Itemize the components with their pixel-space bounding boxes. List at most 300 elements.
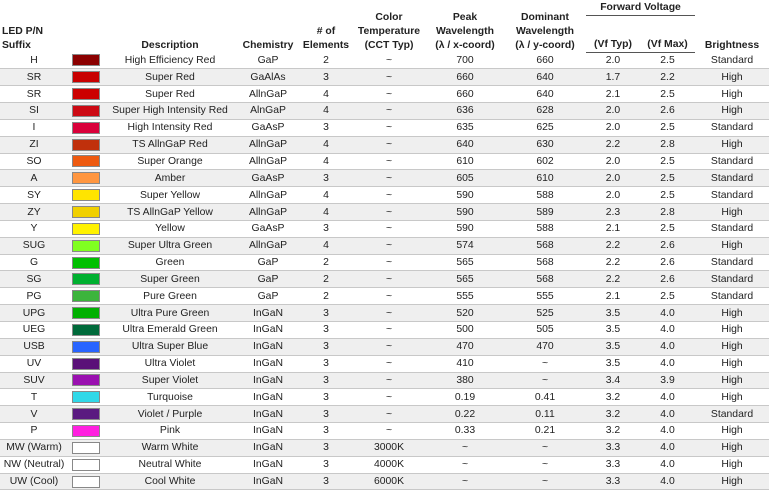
cell-vf-typ: 3.5: [586, 338, 640, 355]
cell-cct: ~: [352, 170, 426, 187]
color-swatch-cell: [68, 305, 104, 322]
table-row: [0, 423, 769, 440]
header-brightness: Brightness: [704, 39, 760, 51]
cell-vf-max: 2.6: [640, 254, 695, 271]
color-swatch: [72, 391, 100, 403]
table-row: [0, 103, 769, 120]
cell-chemistry: InGaN: [236, 322, 300, 339]
cell-dominant-wavelength: 640: [504, 86, 586, 103]
cell-brightness: Standard: [695, 119, 769, 136]
cell-peak-wavelength: 0.19: [426, 389, 504, 406]
cell-elements: 3: [300, 423, 352, 440]
cell-description: Amber: [104, 170, 236, 187]
cell-peak-wavelength: 636: [426, 103, 504, 120]
cell-dominant-wavelength: ~: [504, 473, 586, 490]
cell-brightness: High: [695, 355, 769, 372]
cell-elements: 4: [300, 187, 352, 204]
cell-suffix: SG: [0, 271, 68, 288]
color-swatch-cell: [68, 53, 104, 69]
cell-brightness: Standard: [695, 153, 769, 170]
cell-vf-max: 2.5: [640, 170, 695, 187]
color-swatch-cell: [68, 355, 104, 372]
cell-suffix: A: [0, 170, 68, 187]
color-swatch: [72, 408, 100, 420]
cell-vf-typ: 2.0: [586, 103, 640, 120]
cell-brightness: Standard: [695, 187, 769, 204]
cell-suffix: MW (Warm): [0, 439, 68, 456]
table-row: [0, 53, 769, 69]
cell-peak-wavelength: 520: [426, 305, 504, 322]
color-swatch: [72, 223, 100, 235]
cell-suffix: PG: [0, 288, 68, 305]
cell-dominant-wavelength: 568: [504, 254, 586, 271]
cell-suffix: ZY: [0, 204, 68, 221]
cell-peak-wavelength: 0.22: [426, 406, 504, 423]
cell-dominant-wavelength: 0.41: [504, 389, 586, 406]
cell-suffix: UW (Cool): [0, 473, 68, 490]
cell-dominant-wavelength: ~: [504, 439, 586, 456]
table-row: [0, 406, 769, 423]
color-swatch-cell: [68, 69, 104, 86]
cell-elements: 3: [300, 389, 352, 406]
header-dominant: Dominant Wavelength (λ / y-coord): [515, 11, 575, 51]
cell-chemistry: InGaN: [236, 338, 300, 355]
cell-brightness: High: [695, 136, 769, 153]
cell-vf-max: 3.9: [640, 372, 695, 389]
cell-vf-typ: 2.2: [586, 254, 640, 271]
cell-vf-max: 2.5: [640, 119, 695, 136]
cell-description: Neutral White: [104, 456, 236, 473]
cell-suffix: P: [0, 423, 68, 440]
cell-vf-typ: 2.3: [586, 204, 640, 221]
cell-chemistry: InGaN: [236, 439, 300, 456]
color-swatch-cell: [68, 136, 104, 153]
cell-description: High Intensity Red: [104, 119, 236, 136]
table-row: [0, 288, 769, 305]
cell-dominant-wavelength: ~: [504, 355, 586, 372]
color-swatch-cell: [68, 204, 104, 221]
cell-dominant-wavelength: 602: [504, 153, 586, 170]
table-row: [0, 338, 769, 355]
cell-vf-typ: 2.0: [586, 187, 640, 204]
cell-brightness: Standard: [695, 170, 769, 187]
cell-vf-typ: 1.7: [586, 69, 640, 86]
cell-peak-wavelength: 0.33: [426, 423, 504, 440]
cell-vf-typ: 2.1: [586, 288, 640, 305]
cell-description: Ultra Super Blue: [104, 338, 236, 355]
cell-suffix: G: [0, 254, 68, 271]
table-row: [0, 456, 769, 473]
color-swatch: [72, 155, 100, 167]
cell-dominant-wavelength: 628: [504, 103, 586, 120]
cell-chemistry: GaAsP: [236, 170, 300, 187]
color-swatch-cell: [68, 254, 104, 271]
cell-vf-max: 2.8: [640, 136, 695, 153]
cell-cct: ~: [352, 423, 426, 440]
color-swatch: [72, 476, 100, 488]
cell-dominant-wavelength: ~: [504, 372, 586, 389]
color-swatch-cell: [68, 119, 104, 136]
cell-vf-max: 2.5: [640, 86, 695, 103]
cell-brightness: High: [695, 237, 769, 254]
cell-elements: 3: [300, 170, 352, 187]
cell-peak-wavelength: 574: [426, 237, 504, 254]
table-row: [0, 153, 769, 170]
color-swatch: [72, 105, 100, 117]
cell-dominant-wavelength: 589: [504, 204, 586, 221]
cell-cct: ~: [352, 355, 426, 372]
cell-vf-max: 2.6: [640, 237, 695, 254]
cell-brightness: High: [695, 103, 769, 120]
cell-peak-wavelength: ~: [426, 473, 504, 490]
table-row: [0, 204, 769, 221]
cell-cct: ~: [352, 86, 426, 103]
header-vf-typ: (Vf Typ): [586, 16, 640, 53]
cell-cct: ~: [352, 204, 426, 221]
cell-cct: ~: [352, 237, 426, 254]
cell-dominant-wavelength: 505: [504, 322, 586, 339]
cell-chemistry: AllnGaP: [236, 237, 300, 254]
header-suffix: LED P/N Suffix: [2, 25, 43, 51]
cell-brightness: High: [695, 204, 769, 221]
cell-dominant-wavelength: 610: [504, 170, 586, 187]
table-row: [0, 322, 769, 339]
color-swatch-cell: [68, 271, 104, 288]
cell-elements: 3: [300, 220, 352, 237]
cell-vf-max: 2.5: [640, 187, 695, 204]
cell-chemistry: InGaN: [236, 406, 300, 423]
cell-suffix: T: [0, 389, 68, 406]
cell-vf-typ: 3.4: [586, 372, 640, 389]
color-swatch-cell: [68, 170, 104, 187]
cell-description: Turquoise: [104, 389, 236, 406]
cell-suffix: ZI: [0, 136, 68, 153]
cell-description: Violet / Purple: [104, 406, 236, 423]
cell-suffix: SY: [0, 187, 68, 204]
cell-brightness: High: [695, 86, 769, 103]
cell-suffix: UV: [0, 355, 68, 372]
cell-cct: ~: [352, 254, 426, 271]
color-swatch-cell: [68, 456, 104, 473]
cell-suffix: NW (Neutral): [0, 456, 68, 473]
color-swatch-cell: [68, 153, 104, 170]
color-swatch: [72, 324, 100, 336]
table-row: [0, 389, 769, 406]
header-peak: Peak Wavelength (λ / x-coord): [435, 11, 495, 51]
color-swatch: [72, 307, 100, 319]
cell-description: Super Green: [104, 271, 236, 288]
cell-vf-max: 4.0: [640, 473, 695, 490]
cell-elements: 2: [300, 271, 352, 288]
color-swatch-cell: [68, 372, 104, 389]
color-swatch-cell: [68, 288, 104, 305]
table-row: [0, 220, 769, 237]
cell-dominant-wavelength: 568: [504, 271, 586, 288]
cell-suffix: SO: [0, 153, 68, 170]
header-vf-max: (Vf Max): [640, 16, 695, 53]
cell-vf-typ: 3.2: [586, 423, 640, 440]
cell-vf-typ: 2.2: [586, 237, 640, 254]
cell-elements: 3: [300, 305, 352, 322]
cell-chemistry: AllnGaP: [236, 136, 300, 153]
cell-suffix: SR: [0, 86, 68, 103]
table-row: [0, 372, 769, 389]
cell-peak-wavelength: 640: [426, 136, 504, 153]
cell-peak-wavelength: 500: [426, 322, 504, 339]
cell-brightness: Standard: [695, 220, 769, 237]
cell-peak-wavelength: 555: [426, 288, 504, 305]
cell-dominant-wavelength: 625: [504, 119, 586, 136]
cell-peak-wavelength: 410: [426, 355, 504, 372]
cell-dominant-wavelength: 640: [504, 69, 586, 86]
cell-elements: 4: [300, 136, 352, 153]
cell-description: Super Orange: [104, 153, 236, 170]
color-swatch: [72, 172, 100, 184]
cell-elements: 4: [300, 103, 352, 120]
cell-vf-typ: 3.3: [586, 456, 640, 473]
cell-chemistry: InGaN: [236, 389, 300, 406]
cell-peak-wavelength: 700: [426, 53, 504, 69]
cell-suffix: UPG: [0, 305, 68, 322]
cell-elements: 3: [300, 406, 352, 423]
cell-dominant-wavelength: ~: [504, 456, 586, 473]
cell-elements: 3: [300, 473, 352, 490]
cell-peak-wavelength: 660: [426, 86, 504, 103]
cell-elements: 2: [300, 288, 352, 305]
header-forward-voltage: Forward Voltage: [586, 0, 695, 16]
cell-chemistry: GaP: [236, 53, 300, 69]
cell-cct: ~: [352, 103, 426, 120]
color-swatch: [72, 122, 100, 134]
cell-cct: 6000K: [352, 473, 426, 490]
table-row: [0, 86, 769, 103]
table-row: [0, 136, 769, 153]
cell-vf-typ: 3.3: [586, 439, 640, 456]
cell-vf-max: 4.0: [640, 423, 695, 440]
cell-description: Yellow: [104, 220, 236, 237]
color-swatch: [72, 139, 100, 151]
cell-chemistry: AllnGaP: [236, 86, 300, 103]
color-swatch: [72, 206, 100, 218]
color-swatch-cell: [68, 103, 104, 120]
cell-peak-wavelength: 565: [426, 271, 504, 288]
cell-chemistry: AlnGaP: [236, 103, 300, 120]
header-color: [68, 0, 104, 53]
cell-vf-typ: 2.0: [586, 170, 640, 187]
cell-elements: 3: [300, 372, 352, 389]
color-swatch-cell: [68, 473, 104, 490]
cell-cct: ~: [352, 338, 426, 355]
cell-suffix: I: [0, 119, 68, 136]
cell-chemistry: InGaN: [236, 355, 300, 372]
cell-peak-wavelength: 605: [426, 170, 504, 187]
cell-chemistry: InGaN: [236, 305, 300, 322]
cell-peak-wavelength: 660: [426, 69, 504, 86]
cell-vf-typ: 2.0: [586, 119, 640, 136]
cell-cct: ~: [352, 136, 426, 153]
cell-suffix: SI: [0, 103, 68, 120]
cell-elements: 3: [300, 456, 352, 473]
cell-description: Super High Intensity Red: [104, 103, 236, 120]
cell-vf-max: 2.5: [640, 220, 695, 237]
cell-description: Pure Green: [104, 288, 236, 305]
cell-elements: 3: [300, 119, 352, 136]
table-row: [0, 237, 769, 254]
cell-suffix: V: [0, 406, 68, 423]
cell-vf-max: 4.0: [640, 305, 695, 322]
cell-description: Super Violet: [104, 372, 236, 389]
cell-vf-max: 4.0: [640, 355, 695, 372]
cell-vf-typ: 2.0: [586, 153, 640, 170]
cell-vf-max: 2.5: [640, 53, 695, 69]
cell-brightness: Standard: [695, 271, 769, 288]
cell-dominant-wavelength: 630: [504, 136, 586, 153]
color-swatch: [72, 240, 100, 252]
color-swatch: [72, 290, 100, 302]
cell-peak-wavelength: 590: [426, 220, 504, 237]
color-swatch-cell: [68, 406, 104, 423]
cell-peak-wavelength: ~: [426, 456, 504, 473]
cell-vf-max: 2.8: [640, 204, 695, 221]
cell-vf-typ: 2.0: [586, 53, 640, 69]
cell-peak-wavelength: 610: [426, 153, 504, 170]
cell-description: Green: [104, 254, 236, 271]
cell-cct: ~: [352, 153, 426, 170]
cell-description: High Efficiency Red: [104, 53, 236, 69]
cell-brightness: Standard: [695, 288, 769, 305]
color-swatch-cell: [68, 423, 104, 440]
cell-vf-max: 4.0: [640, 456, 695, 473]
color-swatch: [72, 442, 100, 454]
cell-description: Super Ultra Green: [104, 237, 236, 254]
cell-chemistry: GaP: [236, 288, 300, 305]
cell-vf-max: 4.0: [640, 439, 695, 456]
cell-elements: 3: [300, 69, 352, 86]
table-body: [0, 53, 769, 490]
cell-brightness: High: [695, 322, 769, 339]
cell-description: TS AllnGaP Red: [104, 136, 236, 153]
cell-description: Ultra Emerald Green: [104, 322, 236, 339]
cell-vf-typ: 3.3: [586, 473, 640, 490]
cell-chemistry: InGaN: [236, 456, 300, 473]
cell-chemistry: InGaN: [236, 372, 300, 389]
cell-chemistry: AllnGaP: [236, 187, 300, 204]
cell-vf-max: 4.0: [640, 322, 695, 339]
cell-chemistry: GaAlAs: [236, 69, 300, 86]
cell-dominant-wavelength: 660: [504, 53, 586, 69]
cell-chemistry: GaAsP: [236, 220, 300, 237]
cell-description: Super Red: [104, 86, 236, 103]
cell-brightness: High: [695, 69, 769, 86]
cell-description: Super Red: [104, 69, 236, 86]
cell-cct: 3000K: [352, 439, 426, 456]
cell-brightness: High: [695, 305, 769, 322]
cell-cct: ~: [352, 119, 426, 136]
cell-elements: 4: [300, 153, 352, 170]
cell-suffix: UEG: [0, 322, 68, 339]
cell-chemistry: InGaN: [236, 423, 300, 440]
cell-chemistry: GaP: [236, 254, 300, 271]
cell-cct: ~: [352, 69, 426, 86]
color-swatch: [72, 88, 100, 100]
cell-suffix: USB: [0, 338, 68, 355]
color-swatch-cell: [68, 338, 104, 355]
table-row: [0, 119, 769, 136]
cell-vf-max: 4.0: [640, 406, 695, 423]
color-swatch: [72, 341, 100, 353]
color-swatch: [72, 425, 100, 437]
cell-chemistry: AllnGaP: [236, 153, 300, 170]
color-swatch: [72, 273, 100, 285]
cell-peak-wavelength: 565: [426, 254, 504, 271]
cell-elements: 4: [300, 86, 352, 103]
cell-cct: ~: [352, 288, 426, 305]
color-swatch-cell: [68, 187, 104, 204]
color-swatch-cell: [68, 220, 104, 237]
cell-brightness: High: [695, 338, 769, 355]
cell-vf-max: 2.5: [640, 288, 695, 305]
header-elements: # of Elements: [302, 25, 350, 51]
color-swatch: [72, 54, 100, 66]
cell-elements: 3: [300, 355, 352, 372]
cell-dominant-wavelength: 555: [504, 288, 586, 305]
cell-vf-typ: 3.5: [586, 305, 640, 322]
color-swatch-cell: [68, 322, 104, 339]
cell-dominant-wavelength: 470: [504, 338, 586, 355]
cell-peak-wavelength: 470: [426, 338, 504, 355]
cell-vf-typ: 2.2: [586, 136, 640, 153]
cell-vf-typ: 2.1: [586, 86, 640, 103]
color-swatch: [72, 189, 100, 201]
cell-vf-max: 2.6: [640, 103, 695, 120]
cell-vf-max: 2.2: [640, 69, 695, 86]
cell-dominant-wavelength: 525: [504, 305, 586, 322]
table-row: [0, 355, 769, 372]
cell-cct: ~: [352, 322, 426, 339]
table-row: [0, 271, 769, 288]
cell-chemistry: GaP: [236, 271, 300, 288]
cell-description: Pink: [104, 423, 236, 440]
cell-cct: ~: [352, 187, 426, 204]
cell-elements: 2: [300, 53, 352, 69]
cell-chemistry: GaAsP: [236, 119, 300, 136]
cell-dominant-wavelength: 0.21: [504, 423, 586, 440]
cell-peak-wavelength: 380: [426, 372, 504, 389]
cell-cct: ~: [352, 406, 426, 423]
cell-vf-max: 2.5: [640, 153, 695, 170]
cell-description: Warm White: [104, 439, 236, 456]
color-swatch: [72, 71, 100, 83]
cell-cct: ~: [352, 305, 426, 322]
cell-elements: 3: [300, 439, 352, 456]
cell-peak-wavelength: 590: [426, 204, 504, 221]
color-swatch-cell: [68, 237, 104, 254]
color-swatch: [72, 374, 100, 386]
table-row: [0, 69, 769, 86]
color-swatch: [72, 358, 100, 370]
cell-peak-wavelength: ~: [426, 439, 504, 456]
cell-cct: ~: [352, 372, 426, 389]
cell-suffix: SUG: [0, 237, 68, 254]
cell-description: Ultra Violet: [104, 355, 236, 372]
cell-cct: ~: [352, 271, 426, 288]
cell-vf-typ: 2.1: [586, 220, 640, 237]
color-swatch: [72, 257, 100, 269]
cell-dominant-wavelength: 0.11: [504, 406, 586, 423]
cell-cct: ~: [352, 220, 426, 237]
cell-vf-max: 2.6: [640, 271, 695, 288]
header-cct: Color Temperature (CCT Typ): [357, 11, 421, 51]
